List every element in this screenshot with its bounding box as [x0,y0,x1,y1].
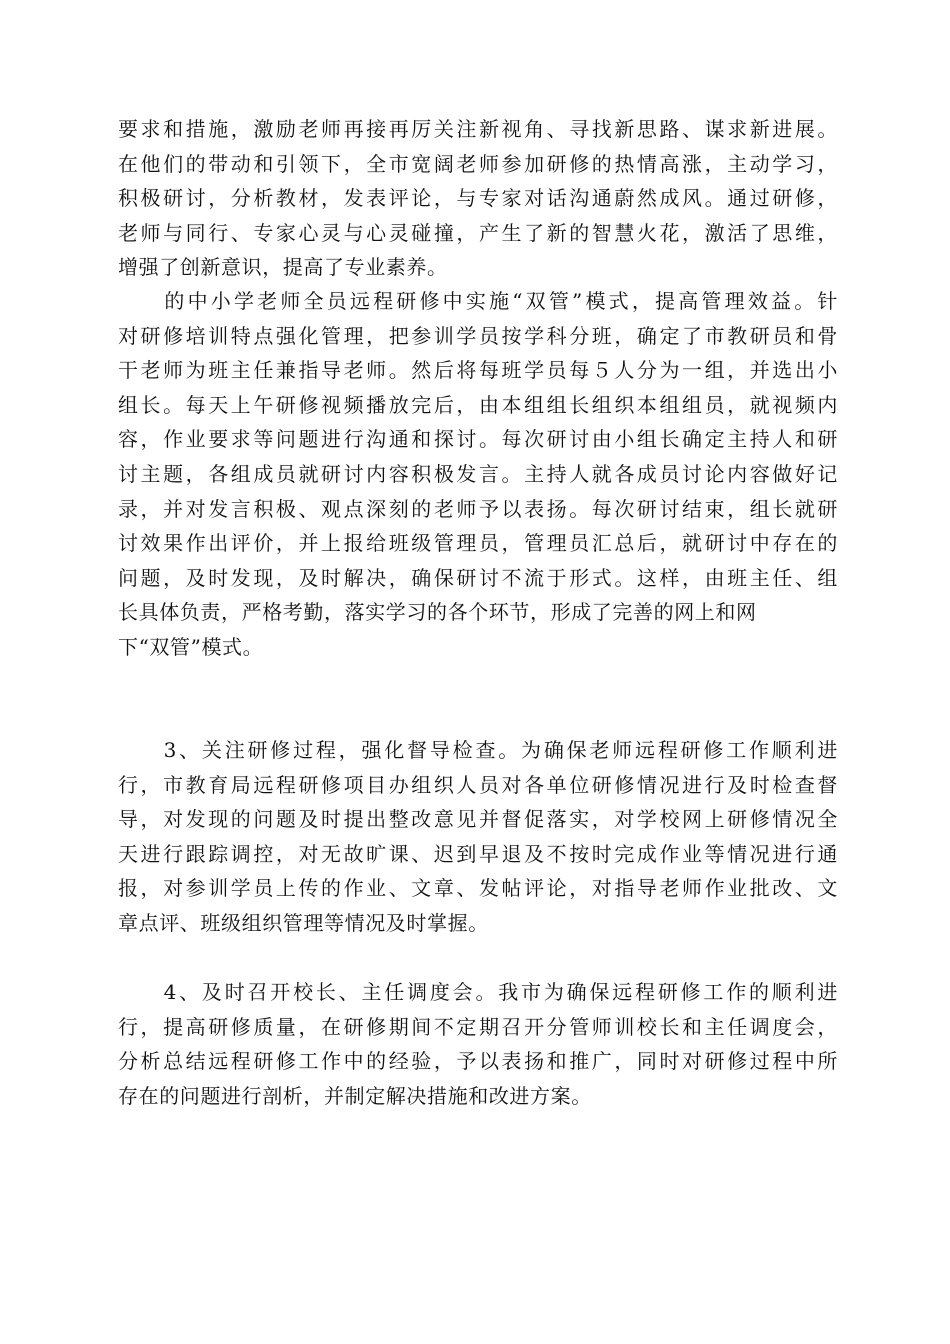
text-line: 分析总结远程研修工作中的经验，予以表扬和推广，同时对研修过程中所 [118,1049,838,1074]
text-line: 要求和措施，激励老师再接再厉关注新视角、寻找新思路、谋求新进展。 [118,117,838,141]
paragraph-dual-management [118,284,838,665]
text-line: 组长。每天上午研修视频播放完后，由本组组长组织本组组员，就视频内 [118,392,838,417]
text-line: 天进行跟踪调控，对无故旷课、迟到早退及不按时完成作业等情况进行通 [118,841,838,866]
text-line: 干老师为班主任兼指导老师。然后将每班学员每５人分为一组，并选出小 [118,358,838,383]
text-line: 讨效果作出评价，并上报给班级管理员，管理员汇总后，就研讨中存在的 [118,531,838,556]
paragraph-principal-meetings [118,975,838,1113]
paragraph-continued-incentives [118,112,838,285]
paragraph-supervision-inspection [118,733,838,941]
text-line: 在他们的带动和引领下，全市宽阔老师参加研修的热情高涨，主动学习， [118,151,838,176]
text-line: 4、及时召开校长、主任调度会。我市为确保远程研修工作的顺利进 [118,980,838,1004]
text-line: 对研修培训特点强化管理，把参训学员按学科分班，确定了市教研员和骨 [118,323,838,348]
text-line: 积极研讨，分析教材，发表评论，与专家对话沟通蔚然成风。通过研修， [118,186,838,211]
text-line: 下“双管”模式。 [118,634,264,659]
text-line: 增强了创新意识，提高了专业素养。 [118,255,448,280]
text-line: 行，提高研修质量，在研修期间不定期召开分管师训校长和主任调度会， [118,1014,838,1039]
text-line: 讨主题，各组成员就研讨内容积极发言。主持人就各成员讨论内容做好记 [118,461,838,486]
text-line: 容，作业要求等问题进行沟通和探讨。每次研讨由小组长确定主持人和研 [118,427,838,452]
text-line: 老师与同行、专家心灵与心灵碰撞，产生了新的智慧火花，激活了思维， [118,220,838,245]
text-line: 3、关注研修过程，强化督导检查。为确保老师远程研修工作顺利进 [118,738,838,762]
text-line: 报，对参训学员上传的作业、文章、发帖评论，对指导老师作业批改、文 [118,876,838,901]
text-line: 录，并对发言积极、观点深刻的老师予以表扬。每次研讨结束，组长就研 [118,496,838,521]
text-line: 问题，及时发现，及时解决，确保研讨不流于形式。这样，由班主任、组 [118,565,838,590]
text-line: 存在的问题进行剖析，并制定解决措施和改进方案。 [118,1083,592,1108]
text-line: 长具体负责，严格考勤，落实学习的各个环节，形成了完善的网上和网 [118,600,757,625]
text-line: 导，对发现的问题及时提出整改意见并督促落实，对学校网上研修情况全 [118,807,838,832]
text-line: 的中小学老师全员远程研修中实施“双管”模式，提高管理效益。针 [118,289,838,313]
text-line: 行，市教育局远程研修项目办组织人员对各单位研修情况进行及时检查督 [118,772,838,797]
text-line: 章点评、班级组织管理等情况及时掌握。 [118,910,489,935]
